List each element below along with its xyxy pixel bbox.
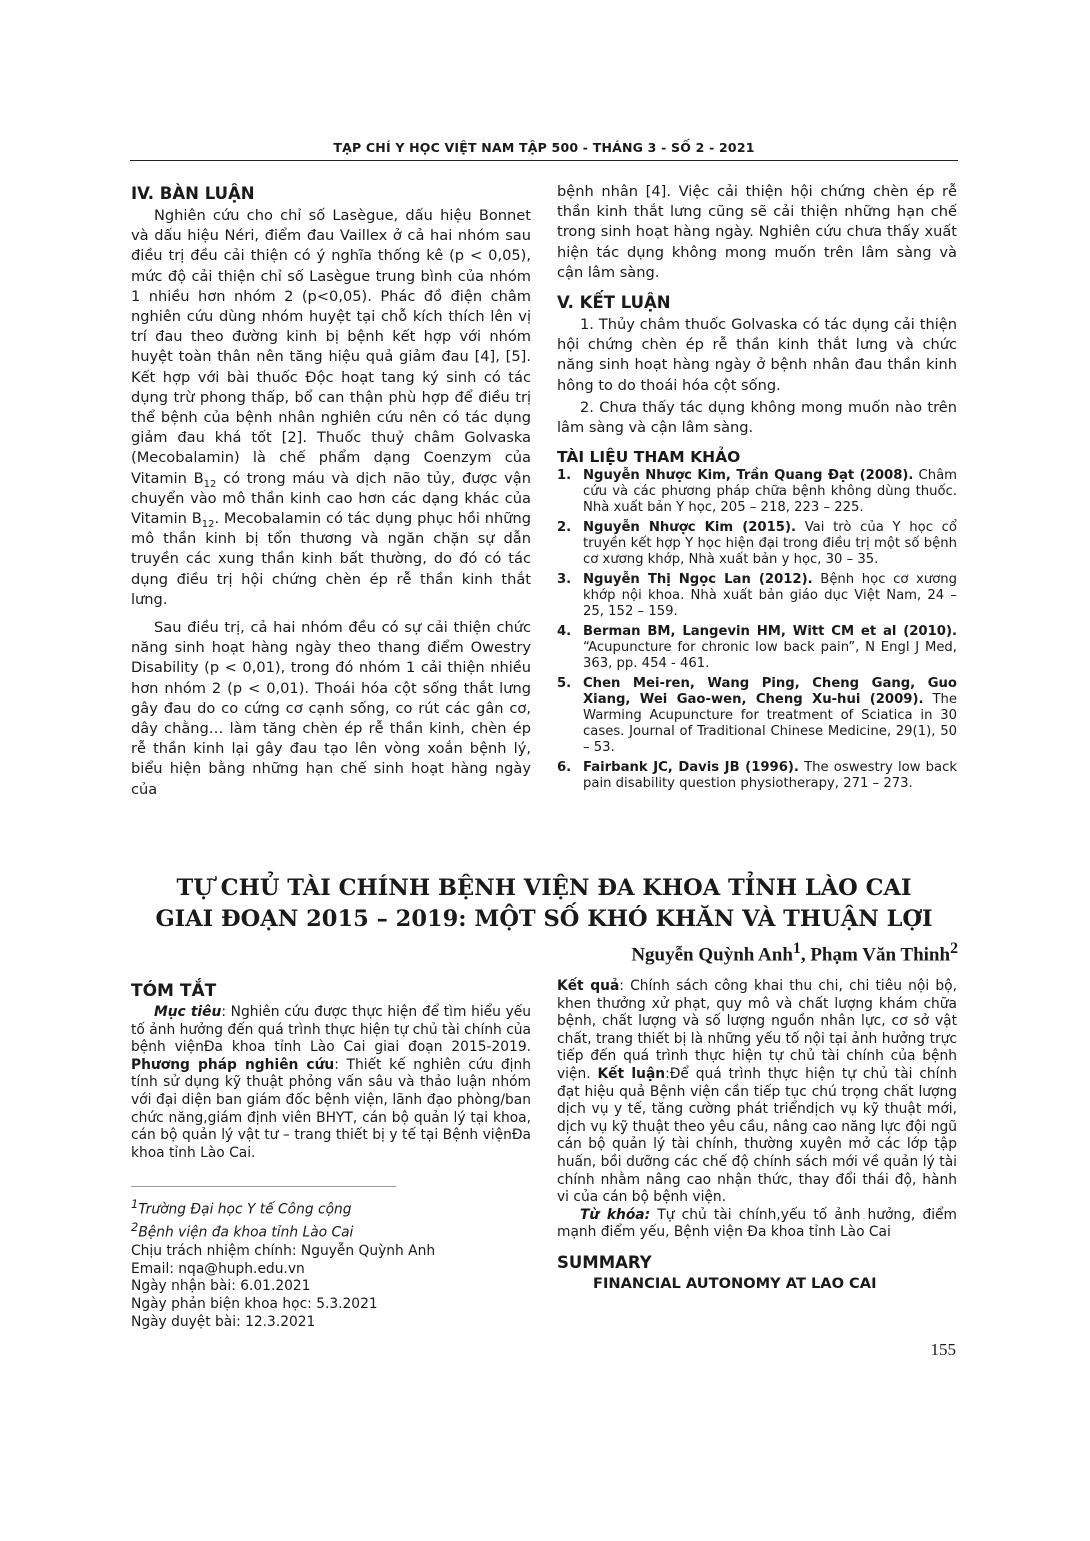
- article-title-line-1: TỰ CHỦ TÀI CHÍNH BỆNH VIỆN ĐA KHOA TỈNH LÀO CAI: [176, 875, 912, 901]
- reference-text: The oswestry low back pain disability question physiotherapy, 271 – 273.: [583, 760, 957, 792]
- affiliation-2: [131, 1219, 531, 1242]
- author-affiliation-mark: 2: [950, 940, 958, 957]
- contact-email: Email: nqa@huph.edu.vn: [131, 1260, 305, 1277]
- reference-authors: Fairbank JC, Davis JB (1996).: [583, 760, 799, 776]
- footnote-divider: [131, 1186, 396, 1187]
- abstract-column: [131, 978, 531, 1162]
- reference-number: 4.: [557, 624, 572, 640]
- affiliation-mark: 1: [131, 1197, 139, 1211]
- affiliation-1: [131, 1196, 531, 1219]
- reference-list: [557, 468, 957, 792]
- article-title-line-2: GIAI ĐOẠN 2015 – 2019: MỘT SỐ KHÓ KHĂN VÀ THUẬN LỢI: [155, 906, 933, 932]
- discussion-paragraph-1: [131, 206, 531, 610]
- discussion-column: [131, 182, 531, 800]
- summary-title: FINANCIAL AUTONOMY AT LAO CAI: [593, 1274, 877, 1292]
- abstract-conclusion-label: Kết luận: [597, 1065, 666, 1082]
- abstract-method-label: Phương pháp nghiên cứu: [131, 1056, 335, 1073]
- reference-authors: Nguyễn Nhược Kim, Trần Quang Đạt (2008).: [583, 468, 914, 484]
- review-date: Ngày phản biện khoa học: 5.3.2021: [131, 1296, 378, 1313]
- reference-item: [557, 624, 957, 672]
- reference-item: [557, 520, 957, 568]
- reference-authors: Nguyễn Thị Ngọc Lan (2012).: [583, 572, 813, 588]
- abstract-result-label: Kết quả: [557, 978, 620, 994]
- affiliation-text: Trường Đại học Y tế Công cộng: [138, 1201, 352, 1218]
- discussion-paragraph-2-continued: bệnh nhân [4]. Việc cải thiện hội chứng chèn ép rễ thần kinh thắt lưng cũng sẽ cải thiện những hạn chế trong sinh hoạt hàng ngày. Nghiên cứu chưa thấy xuất hiện tác dụng không mong muốn trên lâm sàng và cận lâm sàng.: [557, 183, 957, 281]
- responsible-author: Chịu trách nhiệm chính: Nguyễn Quỳnh Anh: [131, 1242, 436, 1259]
- conclusion-column: [557, 182, 957, 796]
- abstract-conclusion-text: :Để quá trình thực hiện tự chủ tài chính đạt hiệu quả Bệnh viện cần tiếp tục chú trọng chất lượng dịch vụ y tế, tăng cường phát triểndịch vụ kỹ thuật mới, dịch vụ kỹ thuật theo yêu cầu, nâng cao năng lực đội ngũ cán bộ quản lý tài chính, thường xuyên mở các lớp tập huấn, bồi dưỡng các chế độ chính sách mới về quản lý tài chính nhằm nâng cao nhận thức, thay đổi thái độ, hành vi của cán bộ bệnh viện.: [557, 1065, 957, 1206]
- conclusion-item-1: 1. Thủy châm thuốc Golvaska có tác dụng cải thiện hội chứng chèn ép rễ thần kinh thắt lưng và chức năng sinh hoạt hàng ngày ở bệnh nhân đau thần kinh hông to do thoái hóa cột sống.: [557, 316, 957, 394]
- reference-authors: Chen Mei-ren, Wang Ping, Cheng Gang, Guo Xiang, Wei Gao-wen, Cheng Xu-hui (2009).: [583, 676, 957, 708]
- reference-item: [557, 760, 957, 792]
- affiliation-text: Bệnh viện đa khoa tỉnh Lào Cai: [138, 1224, 354, 1241]
- abstract-objective-label: Mục tiêu: [154, 1004, 222, 1020]
- reference-text: The Warming Acupuncture for treatment of Sciatica in 30 cases. Journal of Traditional Chinese Medicine, 29(1), 50 – 53.: [583, 692, 957, 756]
- summary-heading: SUMMARY: [557, 1252, 652, 1272]
- approval-date: Ngày duyệt bài: 12.3.2021: [131, 1313, 316, 1330]
- reference-number: 6.: [557, 760, 572, 776]
- conclusion-heading: V. KẾT LUẬN: [557, 293, 671, 313]
- reference-number: 2.: [557, 520, 572, 536]
- abstract-method-text: : Thiết kế nghiên cứu định tính sử dụng kỹ thuật phỏng vấn sâu và thảo luận nhóm với đại diện ban giám đốc bệnh viện, lãnh đạo phòng/ban chức năng,giám định viên BHYT, cán bộ quản lý tại khoa, cán bộ quản lý vật tư – trang thiết bị y tế tại Bệnh việnĐa khoa tỉnh Lào Cai.: [131, 1056, 531, 1161]
- reference-item: [557, 572, 957, 620]
- reference-item: [557, 676, 957, 756]
- abstract-keywords: [557, 1207, 957, 1242]
- reference-number: 5.: [557, 676, 572, 692]
- abstract-paragraph: [131, 1004, 531, 1162]
- reference-text: Vai trò của Y học cổ truyền kết hợp Y học hiện đại trong điều trị một số bệnh cơ xương khớp, Nhà xuất bản y học, 30 – 35.: [583, 520, 957, 568]
- abstract-objective-text: : Nghiên cứu được thực hiện để tìm hiểu yếu tố ảnh hưởng đến quá trình thực hiện tự chủ tài chính của bệnh việnĐa khoa tỉnh Lào Cai giai đoạn 2015-2019.: [131, 1004, 531, 1056]
- discussion-p1-part-a: Nghiên cứu cho chỉ số Lasègue, dấu hiệu Bonnet và dấu hiệu Néri, điểm đau Vaillex ở cả hai nhóm sau điều trị đều cải thiện có ý nghĩa thống kê (p < 0,05), mức độ cải thiện chỉ số Lasègue trung bình của nhóm 1 nhiều hơn nhóm 2 (p<0,05). Phác đồ điện châm nghiên cứu dùng nhóm huyệt tại chỗ kích thích lên vị trí đau theo đường kinh bị bệnh kết hợp với nhóm huyệt toàn thân nên tăng hiệu quả giảm đau [4], [5]. Kết hợp với bài thuốc Độc hoạt tang ký sinh có tác dụng trừ phong thấp, bổ can thận phù hợp để điều trị thể bệnh của bệnh nhân nghiên cứu nên có tác dụng giảm đau khá tốt [2]. Thuốc thuỷ châm Golvaska (Mecobalamin) là chế phẩm dạng Coenzym của Vitamin B: [131, 207, 531, 487]
- affiliation-mark: 2: [131, 1220, 139, 1235]
- conclusion-item-2: 2. Chưa thấy tác dụng không mong muốn nào trên lâm sàng và cận lâm sàng.: [557, 398, 957, 437]
- reference-authors: Berman BM, Langevin HM, Witt CM et al (2010).: [583, 624, 957, 640]
- article-authors: [631, 940, 958, 966]
- reference-text: Châm cứu và các phương pháp chữa bệnh không dùng thuốc. Nhà xuất bản Y học, 205 – 218, 223 – 225.: [583, 468, 957, 516]
- author-separator: ,: [800, 944, 811, 966]
- header-divider: [130, 160, 958, 161]
- author-affiliation-mark: 1: [792, 940, 801, 957]
- keywords-text: Tự chủ tài chính,yếu tố ảnh hưởng, điểm mạnh điểm yếu, Bệnh viện Đa khoa tỉnh Lào Cai: [557, 1206, 957, 1241]
- abstract-heading: TÓM TẮT: [131, 981, 217, 1001]
- reference-number: 3.: [557, 572, 572, 588]
- abstract-continued-column: [557, 978, 957, 1294]
- reference-authors: Nguyễn Nhược Kim (2015).: [583, 520, 796, 536]
- abstract-result-text: : Chính sách công khai thu chi, chi tiêu nội bộ, khen thưởng xử phạt, quy mô và chất lượng khám chữa bệnh, chất lượng và số lượng nguồn nhân lực, cơ sở vật chất, trang thiết bị là những yếu tố nội tại ảnh hưởng trực tiếp đến quá trình thực hiện tự chủ tài chính của bệnh viện.: [557, 978, 957, 1082]
- journal-running-header: TẠP CHÍ Y HỌC VIỆT NAM TẬP 500 - THÁNG 3 - SỐ 2 - 2021: [333, 140, 755, 155]
- reference-number: 1.: [557, 468, 572, 484]
- subscript-12: 12: [203, 478, 217, 490]
- keywords-label: Từ khóa:: [580, 1206, 651, 1223]
- received-date: Ngày nhận bài: 6.01.2021: [131, 1278, 311, 1295]
- subscript-12: 12: [201, 518, 215, 530]
- discussion-heading: IV. BÀN LUẬN: [131, 184, 255, 203]
- author-name: Nguyễn Quỳnh Anh: [631, 944, 793, 966]
- page-number: 155: [930, 1340, 956, 1359]
- reference-text: “Acupuncture for chronic low back pain”, N Engl J Med, 363, pp. 454 - 461.: [583, 640, 957, 672]
- author-name: Phạm Văn Thinh: [810, 944, 951, 966]
- reference-item: [557, 468, 957, 516]
- references-heading: TÀI LIỆU THAM KHẢO: [557, 448, 741, 467]
- article-title: [130, 873, 958, 935]
- discussion-p1-part-b: có trong máu và dịch não tủy, được vận chuyển vào mô thần kinh cao hơn các dạng khác của Vitamin B: [131, 469, 531, 528]
- footnotes: [131, 1196, 531, 1332]
- reference-text: Bệnh học cơ xương khớp nội khoa. Nhà xuất bản giáo dục Việt Nam, 24 – 25, 152 – 159.: [583, 572, 957, 620]
- discussion-p1-part-c: . Mecobalamin có tác dụng phục hồi những mô thần kinh bị tổn thương và ngăn chặn sự dẫn truyền các xung thần kinh bất thường, do đó có tác dụng điều trị hội chứng chèn ép rễ thần kinh thắt lưng.: [131, 510, 531, 608]
- discussion-paragraph-2: Sau điều trị, cả hai nhóm đều có sự cải thiện chức năng sinh hoạt hàng ngày theo thang điểm Owestry Disability (p < 0,01), trong đó nhóm 1 cải thiện nhiều hơn nhóm 2 (p < 0,01). Thoái hóa cột sống thắt lưng gây đau do co cứng cơ cạnh sống, co rút các gân cơ, dây chằng… làm tăng chèn ép rễ thần kinh, chèn ép rễ thần kinh lại gây đau tạo lên vòng xoắn bệnh lý, biểu hiện bằng những hạn chế sinh hoạt hàng ngày của: [131, 619, 531, 798]
- abstract-results-paragraph: [557, 978, 957, 1207]
